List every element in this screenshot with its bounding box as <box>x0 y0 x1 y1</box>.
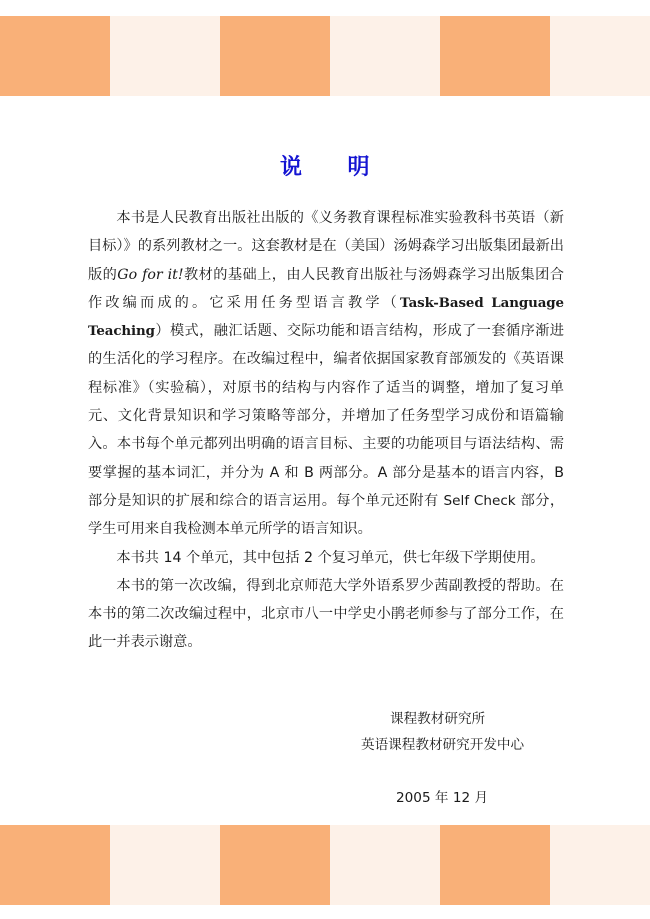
decorative-cell-cream <box>330 16 440 96</box>
page-title: 说 明 <box>279 155 370 180</box>
preface-paragraph <box>88 204 564 544</box>
text-run-latin-bold: Task-Based Language Teaching <box>88 294 564 340</box>
preface-body <box>88 204 564 657</box>
text-run-cjk: 部分，学生可用来自我检测本单元所学的语言知识。 <box>88 492 565 538</box>
preface-paragraph <box>88 544 564 572</box>
decorative-cell-cream <box>110 16 220 96</box>
text-run-cjk: 教材的基础上，由人民教育出版社与汤姆森学习出版集团合作改编而成的。它采用任务型语言教学（ <box>88 266 564 311</box>
decorative-cell-cream <box>330 825 440 905</box>
text-run-cjk: ）模式，融汇话题、交际功能和语言结构，形成了一套循序渐进的生活化的学习程序。在改编过程中，编者依据国家教育部颁发的《英语课程标准》（实验稿），对原书的结构与内容作了适当的调整，增加了复习单元、文化背景知识和学习策略等部分，并增加了任务型学习成份和语篇输入。本书每个单元都列出明确的语言目标、主要的功能项目与语法结构、需要掌握的基本词汇，并分为 A 和 B 两部分。A 部分是基本的语言内容，B 部分是知识的扩展和综合的语言运用。每个单元还附有 <box>88 323 564 509</box>
decorative-cell-orange <box>220 16 330 96</box>
decorative-cell-cream <box>110 825 220 905</box>
text-run-cjk: 本书是人民教育出版社出版的《义务教育课程标准实验教科书英语（新目标）》的系列教材之一。这套教材是在（美国）汤姆森学习出版集团最新出版的 <box>88 210 564 283</box>
decorative-cell-cream <box>550 825 650 905</box>
text-run-latin-italic: Go for it! <box>117 266 184 283</box>
decorative-cell-orange <box>0 16 110 96</box>
text-run-latin-plain: Self Check <box>443 492 516 509</box>
decorative-cell-orange <box>440 16 550 96</box>
signature-organization-primary: 课程教材研究所 <box>390 711 486 727</box>
decorative-cell-orange <box>0 825 110 905</box>
signature-block <box>0 706 650 811</box>
decorative-cell-orange <box>220 825 330 905</box>
text-run-cjk: 本书的第一次改编，得到北京师范大学外语系罗少茜副教授的帮助。在本书的第二次改编过程中，北京市八一中学史小鹃老师参与了部分工作，在此一并表示谢意。 <box>88 577 564 651</box>
decorative-band-top <box>0 16 650 96</box>
preface-paragraph <box>88 572 564 657</box>
signature-organization-secondary: 英语课程教材研究开发中心 <box>361 737 525 753</box>
decorative-cell-orange <box>440 825 550 905</box>
text-run-cjk: 本书共 14 个单元，其中包括 2 个复习单元，供七年级下学期使用。 <box>116 549 545 566</box>
signature-date: 2005 年 12 月 <box>396 790 489 806</box>
decorative-band-bottom <box>0 825 650 905</box>
decorative-cell-cream <box>550 16 650 96</box>
